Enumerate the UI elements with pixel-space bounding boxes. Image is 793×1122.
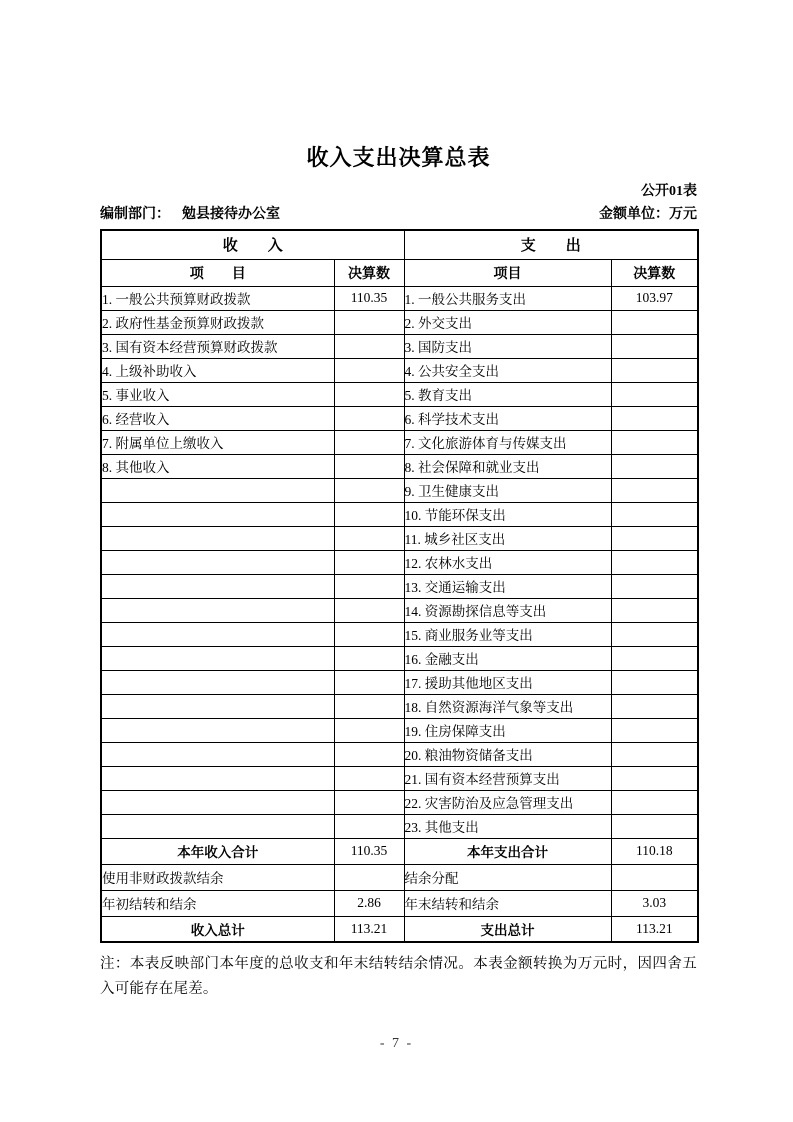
total-row — [101, 916, 698, 942]
total-row — [101, 838, 698, 864]
income-amount-cell — [334, 502, 404, 526]
income-item-cell — [101, 718, 334, 742]
income-amount-cell — [334, 526, 404, 550]
expense-item-cell: 12. 农林水支出 — [404, 550, 611, 574]
income-amount-cell — [334, 454, 404, 478]
expense-item-cell: 2. 外交支出 — [404, 310, 611, 334]
income-item-cell — [101, 646, 334, 670]
expense-item-cell: 22. 灾害防治及应急管理支出 — [404, 790, 611, 814]
income-item-cell — [101, 814, 334, 838]
item-row — [101, 598, 698, 622]
income-amount-cell — [334, 790, 404, 814]
expense-amount-cell: 113.21 — [611, 916, 698, 942]
expense-amount-cell — [611, 646, 698, 670]
expense-amount-cell — [611, 598, 698, 622]
income-section-header: 收 入 — [101, 230, 404, 260]
income-item-cell: 4. 上级补助收入 — [101, 358, 334, 382]
expense-section-header: 支 出 — [404, 230, 698, 260]
expense-amount-cell — [611, 454, 698, 478]
income-item-cell — [101, 478, 334, 502]
item-row — [101, 310, 698, 334]
expense-amount-cell — [611, 574, 698, 598]
income-item-header: 项 目 — [101, 259, 334, 286]
expense-amount-cell: 3.03 — [611, 890, 698, 916]
income-amount-cell: 110.35 — [334, 838, 404, 864]
expense-item-header: 项目 — [404, 259, 611, 286]
item-row — [101, 406, 698, 430]
expense-item-cell: 5. 教育支出 — [404, 382, 611, 406]
expense-item-cell: 13. 交通运输支出 — [404, 574, 611, 598]
expense-item-cell: 7. 文化旅游体育与传媒支出 — [404, 430, 611, 454]
income-amount-cell — [334, 864, 404, 890]
expense-item-cell: 23. 其他支出 — [404, 814, 611, 838]
income-item-cell: 收入总计 — [101, 916, 334, 942]
expense-amount-cell — [611, 670, 698, 694]
income-item-cell — [101, 790, 334, 814]
income-amount-cell — [334, 718, 404, 742]
income-item-cell: 7. 附属单位上缴收入 — [101, 430, 334, 454]
page-title: 收入支出决算总表 — [306, 145, 491, 170]
income-amount-cell — [334, 574, 404, 598]
expense-item-cell: 年末结转和结余 — [404, 890, 611, 916]
expense-amount-cell — [611, 814, 698, 838]
expense-item-cell: 3. 国防支出 — [404, 334, 611, 358]
item-row — [101, 334, 698, 358]
item-row — [101, 382, 698, 406]
expense-amount-cell — [611, 864, 698, 890]
expense-amount-cell — [611, 406, 698, 430]
income-item-cell — [101, 526, 334, 550]
expense-item-cell: 18. 自然资源海洋气象等支出 — [404, 694, 611, 718]
expense-amount-cell: 110.18 — [611, 838, 698, 864]
income-amount-cell — [334, 814, 404, 838]
expense-amount-cell — [611, 622, 698, 646]
prepared-by — [100, 207, 280, 224]
item-row — [101, 718, 698, 742]
expense-item-cell: 4. 公共安全支出 — [404, 358, 611, 382]
income-amount-cell: 2.86 — [334, 890, 404, 916]
expense-item-cell: 19. 住房保障支出 — [404, 718, 611, 742]
prepared-by-value: 勉县接待办公室 — [182, 207, 280, 222]
expense-item-cell: 15. 商业服务业等支出 — [404, 622, 611, 646]
table-body — [101, 286, 698, 942]
expense-item-cell: 结余分配 — [404, 864, 611, 890]
summary-row — [101, 890, 698, 916]
expense-amount-cell — [611, 478, 698, 502]
item-row — [101, 622, 698, 646]
expense-amount-header: 决算数 — [611, 259, 698, 286]
income-item-cell — [101, 622, 334, 646]
expense-amount-cell — [611, 766, 698, 790]
item-row — [101, 286, 698, 310]
item-row — [101, 478, 698, 502]
expense-amount-cell — [611, 718, 698, 742]
item-row — [101, 742, 698, 766]
expense-amount-cell — [611, 358, 698, 382]
expense-amount-cell — [611, 550, 698, 574]
table-code: 公开01表 — [641, 184, 697, 199]
unit-label: 金额单位：万元 — [599, 207, 697, 222]
item-row — [101, 646, 698, 670]
item-row — [101, 814, 698, 838]
income-item-cell — [101, 742, 334, 766]
item-row — [101, 670, 698, 694]
item-row — [101, 766, 698, 790]
expense-item-cell: 16. 金融支出 — [404, 646, 611, 670]
item-row — [101, 790, 698, 814]
income-amount-cell — [334, 406, 404, 430]
expense-amount-cell — [611, 790, 698, 814]
expense-amount-cell — [611, 334, 698, 358]
revenue-expenditure-table — [100, 229, 699, 944]
income-item-cell — [101, 766, 334, 790]
summary-row — [101, 864, 698, 890]
income-amount-cell: 110.35 — [334, 286, 404, 310]
prepared-by-label: 编制部门： — [100, 207, 170, 222]
item-row — [101, 550, 698, 574]
expense-item-cell: 支出总计 — [404, 916, 611, 942]
income-amount-cell — [334, 358, 404, 382]
section-header-row — [101, 230, 698, 260]
income-amount-cell — [334, 478, 404, 502]
expense-amount-cell — [611, 310, 698, 334]
income-item-cell — [101, 694, 334, 718]
expense-item-cell: 20. 粮油物资储备支出 — [404, 742, 611, 766]
income-item-cell: 1. 一般公共预算财政拨款 — [101, 286, 334, 310]
income-amount-cell — [334, 550, 404, 574]
expense-item-cell: 9. 卫生健康支出 — [404, 478, 611, 502]
income-amount-cell — [334, 694, 404, 718]
income-item-cell — [101, 670, 334, 694]
income-item-cell: 本年收入合计 — [101, 838, 334, 864]
income-item-cell: 8. 其他收入 — [101, 454, 334, 478]
income-amount-cell — [334, 646, 404, 670]
income-amount-cell — [334, 334, 404, 358]
footnote: 注：本表反映部门本年度的总收支和年末结转结余情况。本表金额转换为万元时，因四舍五入可能存在尾差。 — [100, 956, 697, 998]
expense-item-cell: 17. 援助其他地区支出 — [404, 670, 611, 694]
item-row — [101, 502, 698, 526]
item-row — [101, 358, 698, 382]
income-item-cell: 使用非财政拨款结余 — [101, 864, 334, 890]
expense-item-cell: 14. 资源勘探信息等支出 — [404, 598, 611, 622]
item-row — [101, 694, 698, 718]
column-header-row — [101, 259, 698, 286]
expense-amount-cell — [611, 502, 698, 526]
income-amount-cell — [334, 622, 404, 646]
expense-amount-cell: 103.97 — [611, 286, 698, 310]
income-amount-cell — [334, 382, 404, 406]
expense-item-cell: 10. 节能环保支出 — [404, 502, 611, 526]
meta-line — [100, 207, 697, 224]
expense-item-cell: 8. 社会保障和就业支出 — [404, 454, 611, 478]
item-row — [101, 574, 698, 598]
income-item-cell — [101, 598, 334, 622]
document-content — [100, 147, 697, 1002]
income-amount-cell — [334, 598, 404, 622]
income-item-cell: 6. 经营收入 — [101, 406, 334, 430]
income-amount-cell: 113.21 — [334, 916, 404, 942]
income-amount-cell — [334, 310, 404, 334]
income-item-cell: 年初结转和结余 — [101, 890, 334, 916]
item-row — [101, 454, 698, 478]
income-amount-header: 决算数 — [334, 259, 404, 286]
income-amount-cell — [334, 766, 404, 790]
income-item-cell — [101, 502, 334, 526]
income-item-cell: 2. 政府性基金预算财政拨款 — [101, 310, 334, 334]
item-row — [101, 526, 698, 550]
income-amount-cell — [334, 670, 404, 694]
income-amount-cell — [334, 742, 404, 766]
income-item-cell — [101, 574, 334, 598]
income-item-cell: 3. 国有资本经营预算财政拨款 — [101, 334, 334, 358]
income-item-cell — [101, 550, 334, 574]
page-number: - 7 - — [379, 1036, 414, 1051]
expense-amount-cell — [611, 742, 698, 766]
expense-amount-cell — [611, 382, 698, 406]
income-item-cell: 5. 事业收入 — [101, 382, 334, 406]
expense-item-cell: 6. 科学技术支出 — [404, 406, 611, 430]
expense-item-cell: 21. 国有资本经营预算支出 — [404, 766, 611, 790]
income-amount-cell — [334, 430, 404, 454]
expense-item-cell: 1. 一般公共服务支出 — [404, 286, 611, 310]
expense-amount-cell — [611, 430, 698, 454]
expense-amount-cell — [611, 526, 698, 550]
item-row — [101, 430, 698, 454]
expense-amount-cell — [611, 694, 698, 718]
expense-item-cell: 11. 城乡社区支出 — [404, 526, 611, 550]
expense-item-cell: 本年支出合计 — [404, 838, 611, 864]
